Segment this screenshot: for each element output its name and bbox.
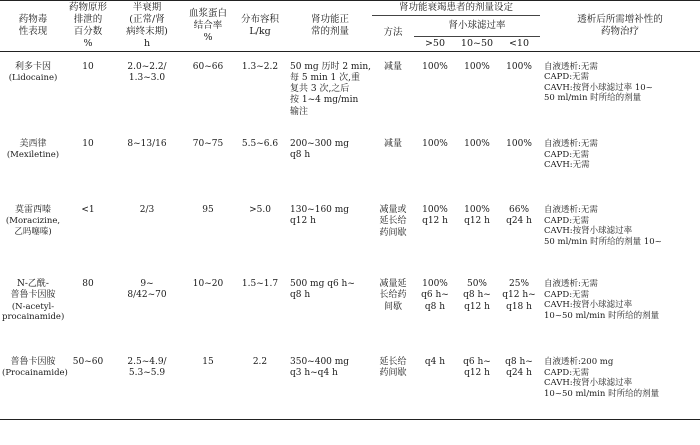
- gfr-mid-value: 50% q8 h~ q12 h: [463, 279, 491, 312]
- gfr-mid-value: q6 h~ q12 h: [463, 357, 491, 379]
- drug-name: 莫雷西嗪 (Moracizine, 乙吗噻嗪): [5, 205, 61, 237]
- drug-name: 美西律 (Mexiletine): [6, 139, 60, 161]
- table-row: [0, 347, 700, 419]
- protein-value: 15: [202, 357, 214, 367]
- header-adjustment-group: 肾功能衰竭患者的剂量设定: [372, 1, 540, 16]
- drug-name: 利多卡因 (Lidocaine): [8, 61, 58, 83]
- dialysis-value: 自液透析:无需 CAPD:无需 CAVH:按肾小球滤过率 10~50 ml/min 时所给的剂量: [544, 279, 660, 321]
- excretion-value: <1: [81, 205, 95, 215]
- volume-value: 5.5~6.6: [241, 139, 279, 149]
- volume-value: 1.3~2.2: [241, 61, 279, 72]
- excretion-value: 50~60: [72, 357, 104, 367]
- drug-name: 普鲁卡因胺 (Procainamide): [2, 357, 68, 379]
- excretion-value: 10: [82, 61, 94, 72]
- method-value: 减量: [383, 61, 402, 72]
- gfr-high-value: 100% q6 h~ q8 h: [421, 279, 449, 312]
- table-row: [0, 129, 700, 195]
- normal-dose-value: 50 mg 历时 2 min, 每 5 min 1 次,重 复共 3 次,之后 按 1~4 mg/min 输注: [290, 61, 371, 117]
- normal-dose-value: 130~160 mg q12 h: [290, 205, 350, 227]
- header-drug: 药物毒 性表现: [0, 1, 66, 52]
- header-gfr-high: >50: [424, 37, 446, 49]
- dialysis-value: 自液透析:无需 CAPD:无需 CAVH:按肾小球滤过率 50 ml/min 时所给的剂量 10~: [544, 205, 662, 247]
- header-method: 方法: [372, 15, 414, 51]
- gfr-high-value: 100%: [422, 61, 448, 72]
- header-gfr-low: <10: [508, 37, 530, 49]
- gfr-mid-value: 100%: [464, 61, 490, 72]
- method-value: 延长给 药间歇: [379, 357, 407, 379]
- table-row: [0, 269, 700, 347]
- halflife-value: 9~ 8/42~70: [127, 279, 167, 301]
- method-value: 减量: [383, 139, 402, 149]
- halflife-value: 2/3: [139, 205, 155, 215]
- gfr-low-value: q8 h~ q24 h: [505, 357, 533, 379]
- header-excretion: 药物原形 排泄的 百分数 %: [66, 1, 110, 52]
- gfr-mid-value: 100% q12 h: [464, 205, 490, 227]
- gfr-low-value: 100%: [506, 61, 532, 72]
- table-row: [0, 195, 700, 269]
- protein-value: 10~20: [192, 279, 224, 289]
- header-protein-binding: 血浆蛋白 结合率 %: [184, 1, 232, 52]
- method-value: 减量延 长给药 间歇: [379, 279, 407, 312]
- normal-dose-value: 350~400 mg q3 h~q4 h: [290, 357, 350, 379]
- gfr-high-value: q4 h: [424, 357, 446, 367]
- drug-name: N-乙酰- 普鲁卡因胺 (N-acetyl- procainamide): [2, 279, 65, 323]
- volume-value: >5.0: [249, 205, 271, 215]
- halflife-value: 8~13/16: [127, 139, 167, 149]
- halflife-value: 2.5~4.9/ 5.3~5.9: [127, 357, 167, 379]
- gfr-low-value: 25% q12 h~ q18 h: [502, 279, 536, 312]
- gfr-mid-value: 100%: [464, 139, 490, 149]
- header-gfr-mid: 10~50: [460, 37, 494, 49]
- excretion-value: 80: [82, 279, 94, 289]
- dialysis-value: 自液透析:无需 CAPD:无需 CAVH:无需: [544, 139, 598, 171]
- gfr-low-value: 66% q24 h: [506, 205, 532, 227]
- header-halflife: 半衰期 (正常/肾 病终末期) h: [110, 1, 184, 52]
- table-body: [0, 51, 700, 419]
- volume-value: 1.5~1.7: [241, 279, 279, 289]
- excretion-value: 10: [82, 139, 94, 149]
- protein-value: 60~66: [192, 61, 224, 72]
- gfr-high-value: 100% q12 h: [422, 205, 448, 227]
- gfr-high-value: 100%: [422, 139, 448, 149]
- gfr-low-value: 100%: [506, 139, 532, 149]
- dialysis-value: 自液透析:无需 CAPD:无需 CAVH:按肾小球滤过率 10~ 50 ml/min 时所给的剂量: [544, 61, 653, 104]
- header-gfr-group: 肾小球滤过率: [414, 15, 540, 36]
- normal-dose-value: 200~300 mg q8 h: [290, 139, 350, 161]
- table-row: [0, 51, 700, 129]
- volume-value: 2.2: [252, 357, 268, 367]
- header-volume: 分布容积 L/kg: [232, 1, 288, 52]
- dialysis-value: 自液透析:200 mg CAPD:无需 CAVH:按肾小球滤过率 10~50 ml/min 时所给的剂量: [544, 357, 660, 399]
- method-value: 减量或 延长给 药间歇: [379, 205, 407, 238]
- protein-value: 95: [202, 205, 214, 215]
- protein-value: 70~75: [192, 139, 224, 149]
- normal-dose-value: 500 mg q6 h~ q8 h: [290, 279, 355, 301]
- header-normal-dose: 肾功能正 常的剂量: [288, 1, 372, 52]
- header-dialysis: 透析后所需增补性的 药物治疗: [540, 1, 700, 52]
- halflife-value: 2.0~2.2/ 1.3~3.0: [127, 61, 167, 83]
